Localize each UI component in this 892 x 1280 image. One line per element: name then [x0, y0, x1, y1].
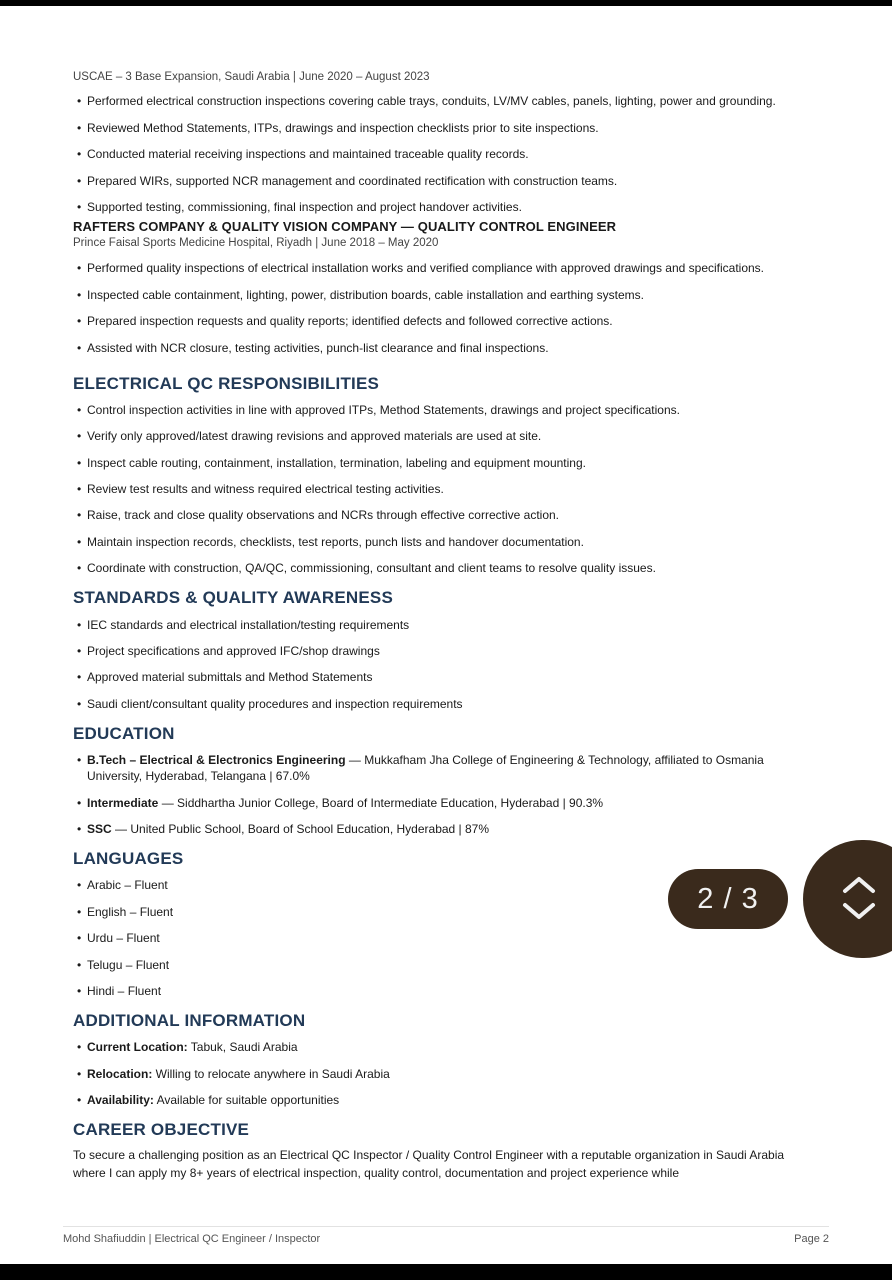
list-item: • Conducted material receiving inspections and maintained traceable quality records. — [73, 146, 803, 162]
objective-text: To secure a challenging position as an Electrical QC Inspector / Quality Control Engineer with a reputable organization in Saudi Arabia where I can apply my 8+ years of electrical inspection, quality control, documentation and project experience while — [73, 1148, 785, 1181]
list-item: • English – Fluent — [73, 904, 803, 920]
list-item: • Performed electrical construction inspections covering cable trays, conduits, LV/MV cables, panels, lighting, power and grounding. — [73, 93, 803, 109]
chevron-up-down-icon — [839, 874, 879, 924]
footer-page-number: Page 2 — [794, 1233, 829, 1245]
list-item — [73, 795, 803, 811]
list-item: • IEC standards and electrical installation/testing requirements — [73, 617, 803, 633]
list-item: • Review test results and witness required electrical testing activities. — [73, 481, 803, 497]
list-item: • Approved material submittals and Method Statements — [73, 669, 803, 685]
list-item: • Hindi – Fluent — [73, 983, 803, 999]
list-item — [73, 1039, 803, 1055]
list-item: • Reviewed Method Statements, ITPs, drawings and inspection checklists prior to site inspections. — [73, 120, 803, 136]
education-degree: B.Tech – Electrical & Electronics Engineering — [87, 753, 346, 768]
footer-divider — [63, 1226, 829, 1227]
additional-list — [73, 1039, 803, 1108]
list-item — [73, 1066, 803, 1082]
list-item — [73, 752, 803, 784]
list-item: • Prepared WIRs, supported NCR management and coordinated rectification with construction teams. — [73, 173, 803, 189]
education-degree: Intermediate — [87, 795, 159, 810]
bottom-status-strip — [0, 1264, 892, 1280]
section-title-responsibilities: ELECTRICAL QC RESPONSIBILITIES — [73, 373, 380, 393]
responsibilities-list — [73, 402, 803, 576]
footer-author: Mohd Shafiuddin | Electrical QC Engineer / Inspector — [63, 1233, 321, 1245]
education-detail: — Mukkafham Jha College of Engineering & Technology, affiliated to Osmania University, Hyderabad, Telangana | 67.0% — [87, 753, 764, 784]
list-item — [73, 821, 803, 837]
education-detail: — Siddhartha Junior College, Board of Intermediate Education, Hyderabad | 90.3% — [158, 795, 604, 810]
info-value: Tabuk, Saudi Arabia — [187, 1040, 298, 1055]
list-item: • Maintain inspection records, checklists, test reports, punch lists and handover documentation. — [73, 534, 803, 550]
job1-bullets — [73, 93, 803, 215]
list-item: • Prepared inspection requests and quality reports; identified defects and followed corrective actions. — [73, 313, 803, 329]
info-label: Current Location: — [87, 1040, 188, 1055]
education-degree: SSC — [87, 821, 112, 836]
info-value: Available for suitable opportunities — [153, 1093, 340, 1108]
info-value: Willing to relocate anywhere in Saudi Arabia — [152, 1066, 390, 1081]
page-content — [73, 70, 803, 1182]
list-item — [73, 1092, 803, 1108]
list-item: • Urdu – Fluent — [73, 930, 803, 946]
list-item: • Saudi client/consultant quality procedures and inspection requirements — [73, 696, 803, 712]
list-item: • Arabic – Fluent — [73, 877, 803, 893]
list-item: • Inspect cable routing, containment, installation, termination, labeling and equipment mounting. — [73, 455, 803, 471]
section-title-education: EDUCATION — [73, 723, 175, 743]
section-title-additional: ADDITIONAL INFORMATION — [73, 1010, 306, 1030]
list-item: • Raise, track and close quality observations and NCRs through effective corrective action. — [73, 507, 803, 523]
info-label: Availability: — [87, 1093, 154, 1108]
section-title-objective: CAREER OBJECTIVE — [73, 1120, 250, 1140]
list-item: • Inspected cable containment, lighting, power, distribution boards, cable installation and earthing systems. — [73, 287, 803, 303]
list-item: • Verify only approved/latest drawing revisions and approved materials are used at site. — [73, 428, 803, 444]
list-item: • Project specifications and approved IFC/shop drawings — [73, 643, 803, 659]
job2-bullets — [73, 260, 803, 355]
job2-meta: Prince Faisal Sports Medicine Hospital, Riyadh | June 2018 – May 2020 — [73, 236, 439, 249]
list-item: • Assisted with NCR closure, testing activities, punch-list clearance and final inspections. — [73, 340, 803, 356]
list-item: • Supported testing, commissioning, final inspection and project handover activities. — [73, 199, 803, 215]
job2-title: RAFTERS COMPANY & QUALITY VISION COMPANY — QUALITY CONTROL ENGINEER — [73, 218, 617, 234]
page-indicator: 2 / 3 — [668, 869, 788, 929]
document-page — [0, 6, 892, 1264]
list-item: • Telugu – Fluent — [73, 957, 803, 973]
job1-meta: USCAE – 3 Base Expansion, Saudi Arabia | June 2020 – August 2023 — [73, 71, 430, 83]
list-item: • Control inspection activities in line with approved ITPs, Method Statements, drawings and project specifications. — [73, 402, 803, 418]
section-title-languages: LANGUAGES — [73, 848, 184, 868]
education-detail: — United Public School, Board of School Education, Hyderabad | 87% — [111, 821, 490, 836]
education-list — [73, 752, 803, 837]
section-title-standards: STANDARDS & QUALITY AWARENESS — [73, 588, 394, 608]
info-label: Relocation: — [87, 1066, 153, 1081]
standards-list — [73, 617, 803, 712]
list-item: • Performed quality inspections of electrical installation works and verified compliance with approved drawings and specifications. — [73, 260, 803, 276]
list-item: • Coordinate with construction, QA/QC, commissioning, consultant and client teams to resolve quality issues. — [73, 560, 803, 576]
